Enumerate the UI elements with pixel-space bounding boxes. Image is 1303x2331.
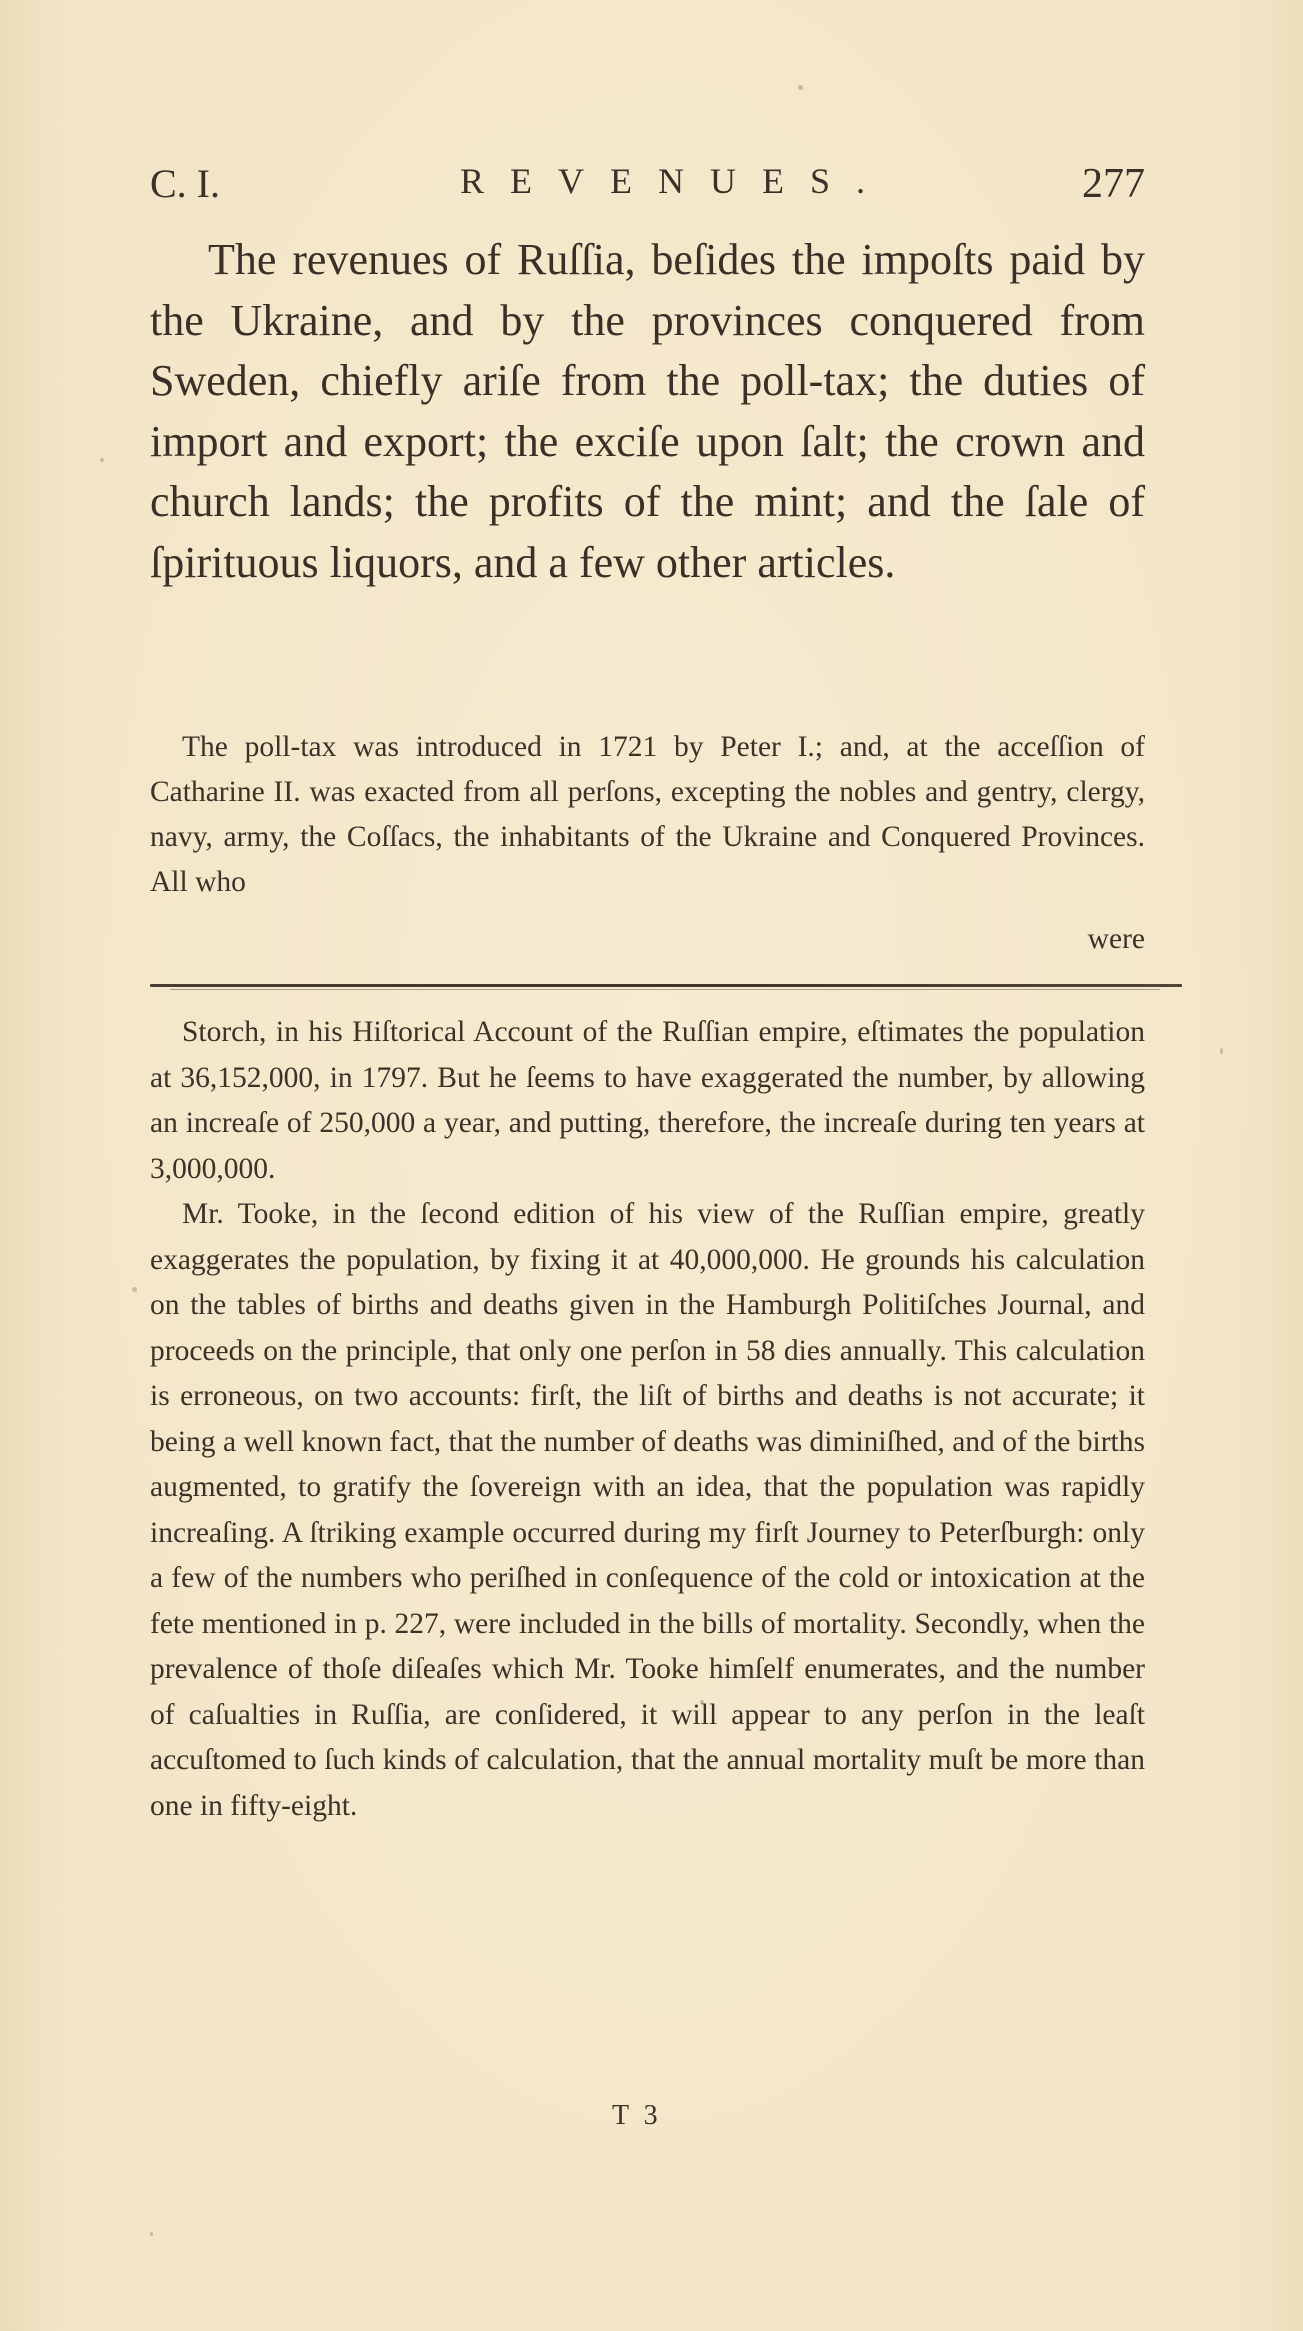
running-title: REVENUES. xyxy=(460,161,891,201)
catchword: were xyxy=(1087,923,1145,955)
paper-speck xyxy=(1220,1048,1223,1054)
chapter-reference: C. I. xyxy=(150,161,220,206)
page-header xyxy=(150,160,1145,210)
page-number: 277 xyxy=(1082,161,1145,207)
paper-speck xyxy=(798,85,803,90)
footnote-tooke-paragraph: Mr. Tooke, in the ſecond edition of his view of the Ruſſian empire, greatly exaggerates the population, by fixing it at 40,000,000. He grounds his calculation on the tables of births and deaths given in the Hamburgh Politiſches Journal, and proceeds on the principle, that only one perſon in 58 dies annually. This calculation is erroneous, on two accounts: firſt, the liſt of births and deaths is not accurate; it being a well known fact, that the number of deaths was diminiſhed, and of the births augmented, to gratify the ſovereign with an idea, that the population was rapidly increaſing. A ſtriking example occurred during my firſt Journey to Peterſburgh: only a few of the numbers who periſhed in conſequence of the cold or intoxication at the fete mentioned in p. 227, were included in the bills of mortality. Secondly, when the prevalence of thoſe diſeaſes which Mr. Tooke himſelf enumerates, and the number of caſualties in Ruſſia, are conſidered, it will appear to any perſon in the leaſt accuſtomed to ſuch kinds of calculation, that the annual mortality muſt be more than one in fifty-eight. xyxy=(150,1198,1145,1822)
paper-speck xyxy=(132,1287,137,1292)
footnote-divider xyxy=(150,984,1182,987)
paper-speck xyxy=(100,458,104,462)
footnote-poll-tax: The poll-tax was introduced in 1721 by Peter I.; and, at the acceſſion of Catharine II. was exacted from all perſons, excepting the nobles and gentry, clergy, navy, army, the Coſſacs, the inhabitants of the Ukraine and Conquered Provinces. All who xyxy=(150,731,1145,898)
paper-speck xyxy=(700,1700,704,1704)
footnote-storch-paragraph: Storch, in his Hiſtorical Account of the Ruſſian empire, eſtimates the population at 36,152,000, in 1797. But he ſeems to have exaggerated the number, by allowing an increaſe of 250,000 a year, and putting, therefore, the increaſe during ten years at 3,000,000. xyxy=(150,1016,1145,1185)
main-paragraph: The revenues of Ruſſia, beſides the impoſts paid by the Ukraine, and by the provinces conquered from Sweden, chiefly ariſe from the poll-tax; the duties of import and export; the exciſe upon ſalt; the crown and church lands; the profits of the mint; and the ſale of ſpirituous liquors, and a few other articles. xyxy=(150,235,1145,587)
paper-speck xyxy=(150,2232,153,2236)
footnote-divider-shadow xyxy=(170,989,1160,990)
footnote-population xyxy=(150,1010,1145,1829)
signature-mark: T 3 xyxy=(612,2100,662,2131)
